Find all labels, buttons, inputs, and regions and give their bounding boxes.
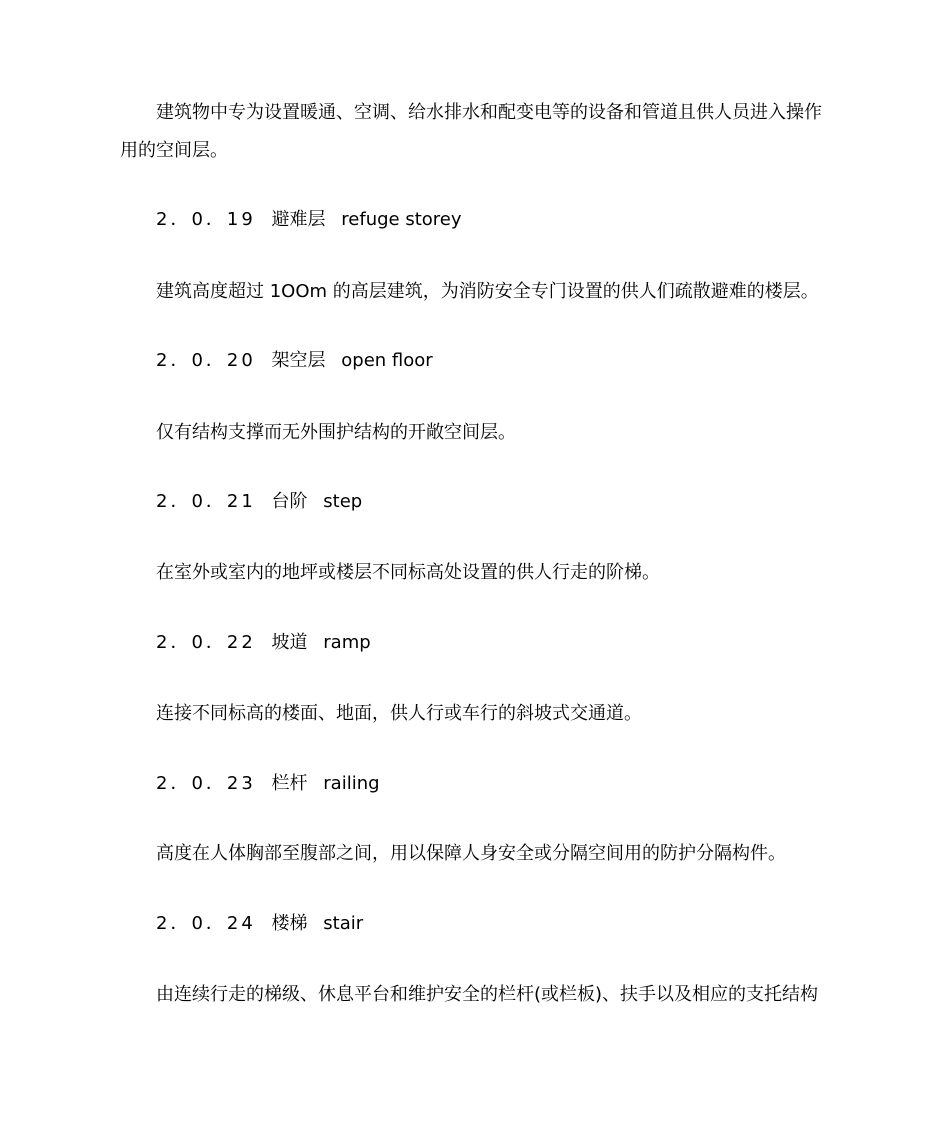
term-english: open floor xyxy=(341,350,433,371)
term-heading xyxy=(156,772,380,796)
definition-text: 在室外或室内的地坪或楼层不同标高处设置的供人行走的阶梯。 xyxy=(156,562,660,583)
term-number: 2．0．20 xyxy=(156,350,256,371)
term-name: 避难层 xyxy=(271,209,326,230)
term-number: 2．0．19 xyxy=(156,209,256,230)
term-heading xyxy=(156,490,362,514)
definition-text: 由连续行走的梯级、休息平台和维护安全的栏杆(或栏板)、扶手以及相应的支托结构 xyxy=(156,984,819,1005)
term-english: stair xyxy=(323,913,364,934)
definition-text: 建筑物中专为设置暖通、空调、给水排水和配变电等的设备和管道且供人员进入操作 xyxy=(156,102,822,123)
definition-text: 高度在人体胸部至腹部之间，用以保障人身安全或分隔空间用的防护分隔构件。 xyxy=(156,843,786,864)
term-english: ramp xyxy=(323,632,371,653)
term-name: 台阶 xyxy=(271,491,308,512)
term-number: 2．0．24 xyxy=(156,913,256,934)
term-english: refuge storey xyxy=(341,209,462,230)
term-heading xyxy=(156,349,433,373)
term-heading xyxy=(156,631,371,655)
term-number: 2．0．23 xyxy=(156,773,256,794)
definition-text: 建筑高度超过 1OOm 的高层建筑，为消防安全专门设置的供人们疏散避难的楼层。 xyxy=(156,281,819,302)
definition-text: 用的空间层。 xyxy=(120,140,228,161)
term-name: 坡道 xyxy=(271,632,308,653)
term-english: step xyxy=(323,491,363,512)
term-name: 架空层 xyxy=(271,350,326,371)
term-name: 栏杆 xyxy=(271,773,308,794)
term-heading xyxy=(156,208,462,232)
term-english: railing xyxy=(323,773,380,794)
term-name: 楼梯 xyxy=(271,913,308,934)
definition-text: 仅有结构支撑而无外围护结构的开敞空间层。 xyxy=(156,422,516,443)
definition-text: 连接不同标高的楼面、地面，供人行或车行的斜坡式交通道。 xyxy=(156,703,642,724)
term-number: 2．0．21 xyxy=(156,491,256,512)
term-heading xyxy=(156,912,363,936)
term-number: 2．0．22 xyxy=(156,632,256,653)
